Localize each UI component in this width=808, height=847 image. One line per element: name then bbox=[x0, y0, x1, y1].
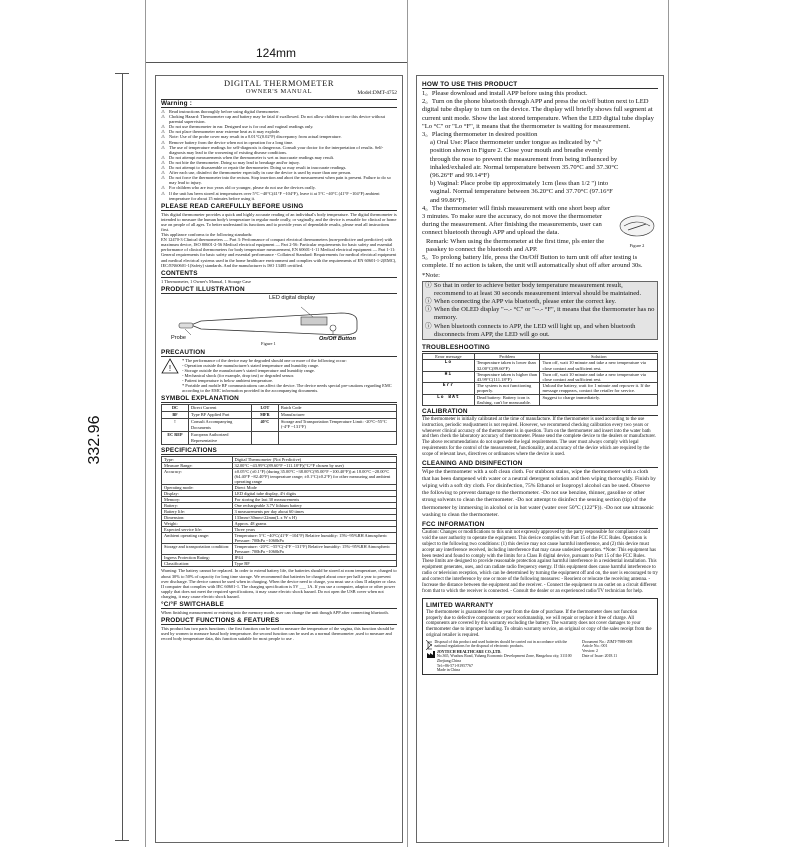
width-dimension-line bbox=[145, 62, 408, 63]
functions-heading: PRODUCT FUNCTIONS & FEATURES bbox=[161, 617, 397, 625]
precaution-item: - Operation outside the manufacturer's stated temperature and humidity range. bbox=[182, 362, 320, 368]
crop-line-right bbox=[668, 0, 669, 847]
trouble-problem: The system is not functioning properly. bbox=[474, 383, 540, 394]
standards-intro: This appliance conforms to the following standards: bbox=[161, 232, 253, 238]
note-item bbox=[423, 306, 657, 322]
symbol-row bbox=[162, 419, 397, 432]
trouble-row bbox=[423, 360, 658, 371]
precaution-item: * Portable and mobile RF communications can affect the device. The device needs special pre-cautions regarding EMC according to the EMC information provided in the accompanying documents. bbox=[182, 383, 392, 394]
howto-heading: HOW TO USE THIS PRODUCT bbox=[422, 81, 658, 89]
disposal-note: Disposal of this product and used batteries should be carried out in accordance with the national regulations for the disposal of electronic products. bbox=[434, 639, 568, 649]
symbol-label: Manufacturer bbox=[278, 412, 396, 419]
symbol-row bbox=[162, 412, 397, 419]
note-info-icon: ⓘ bbox=[425, 306, 432, 314]
symbol-icon bbox=[251, 432, 278, 445]
symbol-label: Batch Code bbox=[278, 405, 396, 412]
warning-text: The use of temperature readings for self-diagnosis is dangerous. Consult your doctor for the interpretation of results. Self-diagnosis may lead to the worsening of existing disease conditions. bbox=[169, 144, 384, 155]
crop-line-left bbox=[145, 0, 146, 847]
symbol-table bbox=[161, 404, 397, 445]
precaution-item: * The performance of the device may be degraded should one or more of the following occur: bbox=[182, 357, 347, 363]
height-tick-top bbox=[115, 73, 129, 74]
spec-value: IP44 bbox=[232, 555, 397, 561]
note-info-icon: ⓘ bbox=[425, 281, 432, 289]
trouble-error-code: Lo bbox=[423, 360, 475, 371]
warning-icon: ⚠ bbox=[161, 154, 165, 160]
height-dimension-line bbox=[122, 73, 123, 840]
document-version: Version: 2 bbox=[582, 649, 598, 654]
spec-row bbox=[162, 561, 397, 567]
note-item bbox=[423, 282, 657, 298]
spec-value: Approx. 48 grams bbox=[232, 521, 397, 527]
warning-text: Read instructions thoroughly before using digital thermometer. bbox=[169, 109, 280, 114]
warning-icon: ⚠ bbox=[161, 109, 165, 114]
warning-icon: ⚠ bbox=[161, 165, 165, 171]
calibration-body: The thermometer is initially calibrated at the time of manufacture. If the thermometer is used according to the use instruction, periodic readjustment is not required. However, we recommend checking calibration every two years or whenever clinical accuracy of the thermometer is in question. Turn on the thermometer and insert into the water bath and then check the laboratory accuracy of thermometer. Please send the complete device to the dealers or manufacturer. The above recommendations do not supersede the legal requirements. The user must always comply with legal requirements for the control of the measurement, functionality, and accuracy of the device which are required by the scope of relevant laws, directives or ordinances where the device is used. bbox=[422, 416, 656, 457]
contents-heading: CONTENTS bbox=[161, 270, 397, 278]
calibration-heading: CALIBRATION bbox=[422, 408, 658, 416]
trouble-solution: Suggest to charge immediately. bbox=[540, 394, 658, 405]
company-address: No.365, Wuzhou Road, Yuhang Economic Development Zone, Hangzhou city, 311100 Zhejiang,China bbox=[436, 654, 572, 664]
trouble-solution: Turn off, wait 10 minute and take a new temperature via close contact and sufficient rest. bbox=[540, 360, 658, 371]
warranty-heading: LIMITED WARRANTY bbox=[426, 601, 494, 609]
howto-step: 2。Turn on the phone bluetooth through APP and press the on/off button next to LED digital tube display to turn on the device. The display will briefly shows full segment at current unit mode. Show the last stored temperature. When the LED digital tube display "Lo °C" or "Lo °F", it means that the thermometer is waiting for measurement. bbox=[422, 98, 654, 130]
cleaning-body: Wipe the thermometer with a soft clean cloth. For stubborn stains, wipe the thermometer with a cloth that has been dampened with water or a neutral detergent solution and then wiping thoroughly. Finish by wiping with a soft dry cloth. For disinfection, 75% Ethanol or Isopropyl alcohol can be used. Observe the following to prevent damage to the thermometer. -Do not use benzine, thinner, gasoline or other strong solvents to clean the thermometer. -Do not attempt to disinfect the sensing section (tip) of the thermometer by immersing in alcohol or in hot water (water over 50°C (122°F)). -Do not use ultrasonic washing to clean the thermometer. bbox=[422, 468, 656, 518]
spec-label: Operating mode: bbox=[162, 485, 233, 491]
warning-icon: ⚠ bbox=[161, 134, 165, 140]
howto-step: a) Oral Use: Place thermometer under tongue as indicated by "√" position shown in Figure 2. Close your mouth and breathe evenly through the nose to prevent the measurement from being influenced by inhaled/exhaled air. Normal temperature between 35.70°C and 37.30°C (96.26°F and 99.14°F) bbox=[430, 139, 619, 180]
trouble-col-solution: Solution bbox=[540, 354, 658, 360]
spec-row bbox=[162, 544, 397, 555]
spec-label: Dimension: bbox=[162, 515, 233, 521]
note-text: So that in order to achieve better body temperature measurement result, recommend to at least 30 seconds measurement interval should be maintained. bbox=[434, 281, 642, 297]
warning-text: Note: Use of the probe cover may result in a 0.01°C(0.02°F) discrepancy from actual temperature. bbox=[169, 134, 342, 140]
spec-value: Temperature: -20°C ~55°C(-4°F ~131°F) Relative humidity: 15%~95%RH Atmospheric Pressure: 700hPa ~1060hPa bbox=[232, 544, 397, 555]
spec-label: Storage and transportation condition: bbox=[162, 544, 233, 555]
left-panel bbox=[155, 75, 403, 843]
document-number: Document No.: ZIMT-7988-008 bbox=[582, 639, 633, 644]
trouble-row bbox=[423, 371, 658, 382]
warning-item bbox=[161, 191, 397, 201]
spec-row bbox=[162, 533, 397, 544]
trouble-error-code: Lo BAt bbox=[423, 394, 475, 405]
switch-body: When finishing measurement or entering into the memory mode, user can change the unit though APP after connecting bluetooth. bbox=[161, 610, 389, 616]
right-panel bbox=[416, 75, 664, 843]
warning-icon: ⚠ bbox=[161, 114, 165, 120]
warning-list bbox=[161, 109, 397, 201]
trouble-col-problem: Problem bbox=[474, 354, 540, 360]
spec-value: Three years bbox=[232, 527, 397, 533]
spec-label: Measure Range: bbox=[162, 463, 233, 469]
symbol-label: Direct Current bbox=[189, 405, 252, 412]
warning-text: Do not force the thermometer into the rectum. Stop insertion and abort the measurement when pain is present. Failure to do so may lead to injury. bbox=[169, 175, 391, 186]
mouth-figure-drawing bbox=[618, 214, 656, 238]
howto-step: Remark: When using the thermometer at the first time, pls enter the passkey to connect the bluetooth and APP. bbox=[426, 237, 605, 253]
height-tick-bottom bbox=[115, 840, 129, 841]
precaution-item: - Storage outside the manufacturer's stated temperature and humidity range. bbox=[182, 368, 315, 373]
spec-table bbox=[161, 456, 397, 567]
trouble-solution: Turn off, wait 10 minute and take a new temperature via close contact and sufficient rest. bbox=[540, 371, 658, 382]
warning-text: If the unit has been stored at temperatures over 5°C ~40°C(41°F ~104°F), leave it at 5°C ~40°C (41°F ~104°F) ambient temperature for about 15 minutes before using it. bbox=[169, 190, 380, 201]
warning-triangle-icon bbox=[161, 358, 179, 374]
spec-value: 32.00°C ~43.99°C(89.60°F ~111.18°F)(°C/°F chosen by user) bbox=[232, 463, 397, 469]
spec-value: 133mm×30mm×22mm(L x W x H) bbox=[232, 515, 397, 521]
read-heading: PLEASE READ CAREFULLY BEFORE USING bbox=[161, 203, 397, 211]
spec-label: Memory: bbox=[162, 497, 233, 503]
fcc-heading: FCC INFORMATION bbox=[422, 521, 658, 529]
spec-value: Type BF bbox=[232, 561, 397, 567]
spec-label: Ambient operating range: bbox=[162, 533, 233, 544]
warning-icon: ⚠ bbox=[161, 159, 165, 165]
symbol-label: Consult Accompanying Documents bbox=[189, 419, 252, 432]
spec-label: Accuracy: bbox=[162, 469, 233, 485]
warning-text: Choking Hazard: Thermometer cap and battery may be fatal if swallowed. Do not allow children to use this device without parental supervision. bbox=[169, 114, 385, 125]
spec-label: Display: bbox=[162, 491, 233, 497]
issue-date: Date of Issue: 2018.11 bbox=[582, 653, 618, 658]
spec-heading: SPECIFICATIONS bbox=[161, 447, 397, 455]
company-tel: Tel:+86-571-81957767 bbox=[436, 663, 473, 668]
crop-line-center bbox=[407, 0, 408, 847]
thermometer-drawing bbox=[161, 295, 397, 347]
document-info bbox=[582, 640, 654, 673]
note-text: When connecting the APP via bluetooth, please enter the correct key. bbox=[434, 298, 617, 306]
height-label: 332.96 bbox=[86, 415, 103, 465]
spec-label: Expected service life: bbox=[162, 527, 233, 533]
trouble-heading: TROUBLESHOOTING bbox=[422, 344, 658, 352]
figure1-caption: Figure 1 bbox=[261, 340, 276, 346]
howto-step: 3。Placing thermometer in desired position bbox=[422, 131, 538, 139]
spec-label: Battery: bbox=[162, 503, 233, 509]
precaution-list bbox=[182, 358, 397, 394]
warranty-box bbox=[422, 598, 658, 675]
precaution-item: - Mechanical shock (for example, drop test) or degraded sensor. bbox=[182, 373, 295, 379]
symbol-label: Type BF Applied Part bbox=[189, 412, 252, 419]
company-block bbox=[437, 650, 578, 673]
switch-heading: °C/°F SWITCHABLE bbox=[161, 601, 397, 609]
warning-icon: ⚠ bbox=[161, 144, 165, 150]
standards-body: EN 12470-3 Clinical thermometers — Part 3: Performance of compact electrical thermometers (non-predictive and predictive) with maximum device, ISO 80601-2-56 Medical electrical equipment — Part 2-56: Particular requirements for basic safety and essential performance of clinical thermometers for body temperature measurement, EN 60601-1-11 Medical electrical equipment — Part 1-11: General requirements for basic safety and essential performance - Collateral Standard: Requirements for medical electrical equipment and medical electrical systems used in the home healthcare environment and complies with the requirements of EN 60601-1-2(EMC), IEC/EN60601-1(Safety) standards. And the manufacturer is ISO 13485 certified. bbox=[161, 237, 397, 268]
symbol-row bbox=[162, 405, 397, 412]
illus-button-label: On/Off Button bbox=[319, 335, 356, 342]
symbol-row bbox=[162, 432, 397, 445]
warning-icon: ⚠ bbox=[161, 139, 165, 145]
spec-value: One rechargeable 3.7V lithium battery bbox=[232, 503, 397, 509]
trouble-problem: Dead battery: Battery icon is flashing, can't be measurable. bbox=[474, 394, 540, 405]
warning-heading: Warning : bbox=[161, 99, 397, 108]
spec-label: Battery life: bbox=[162, 509, 233, 515]
howto-step: 4。The thermometer will finish measurement with one short beep after 3 minutes. To make sure the accuracy, do not move the thermometer during the measurement. After finishing the measurements, user can connect bluetooth through APP and upload the data. bbox=[422, 204, 611, 237]
manual-title: DIGITAL THERMOMETER bbox=[223, 79, 335, 88]
svg-text:!: ! bbox=[168, 363, 172, 373]
warning-item bbox=[161, 114, 397, 124]
spec-label: Ingress Protection Rating: bbox=[162, 555, 233, 561]
precaution-item: - Patient temperature is below ambient temperature. bbox=[182, 378, 274, 384]
symbol-icon: LOT bbox=[251, 405, 278, 412]
spec-value: Temperature: 5°C ~40°C(41°F ~104°F) Relative humidity: 15%~95%RH Atmospheric Pressure: 700hPa ~1060hPa bbox=[232, 533, 397, 544]
symbol-icon: MFR bbox=[251, 412, 278, 419]
warning-item bbox=[161, 175, 397, 185]
warning-icon: ⚠ bbox=[161, 129, 165, 135]
warning-item bbox=[161, 145, 397, 155]
trouble-problem: Temperature taken is higher than 43.99°C(111.18°F) bbox=[474, 371, 540, 382]
wheelie-bin-crossed-icon bbox=[426, 640, 432, 650]
spec-value: Direct Mode bbox=[232, 485, 397, 491]
symbol-label: European Authorized Representative bbox=[189, 432, 252, 445]
warning-text: Do not attempt to disassemble or repair the thermometer. Doing so may result in inaccurate readings. bbox=[169, 165, 347, 171]
made-in: Made in China bbox=[436, 668, 460, 673]
trouble-solution: Unload the battery, wait for 1 minute and repower it. If the message reappears, contact the retailer for service. bbox=[540, 383, 658, 394]
spec-row bbox=[162, 469, 397, 485]
warning-text: After each use, disinfect the thermometer especially in case the device is used by more than one person. bbox=[169, 170, 352, 176]
symbol-icon: EC REP bbox=[162, 432, 189, 445]
note-heading: *Note: bbox=[422, 272, 440, 280]
spec-value: For storing the last 30 measurements bbox=[232, 497, 397, 503]
note-item bbox=[423, 298, 657, 306]
warning-icon: ⚠ bbox=[161, 185, 165, 191]
manual-subtitle: OWNER'S MANUAL bbox=[245, 88, 313, 95]
spec-value: LED digital tube display, 4½ digits bbox=[232, 491, 397, 497]
warning-icon: ⚠ bbox=[161, 175, 165, 181]
note-text: When the OLED display "--.- °C" or "--.- °F", it means that the thermometer has no memory. bbox=[434, 306, 655, 322]
warning-text: Do not place thermometer near extreme heat as it may explode. bbox=[169, 129, 281, 135]
trouble-error-code: Err bbox=[423, 383, 475, 394]
model-number: Model:DMT-4752 bbox=[357, 90, 397, 96]
warning-text: For children who are two years old or younger, please do not use the devices orally. bbox=[169, 185, 316, 191]
spec-value: ±0.05°C (±0.1°F) (during 35.00°C ~38.00°C(95.00°F ~100.40°F)) at 18.00°C ~28.00°C (64.40°F ~82.40°F) temperature range; ±0.1°C(±0.2°F) for other measuring and ambient operating range bbox=[232, 469, 397, 485]
read-body: This digital thermometer provides a quick and highly accurate reading of an individual's body temperature. The digital thermometer is intended to measure the human body's temperature in regular mode orally, or vaginally, and the device is reusable for clinical or home use on people of all ages. To better understand its functions and to provide years of dependable results, please read all instructions first. bbox=[161, 211, 397, 232]
symbol-icon: DC bbox=[162, 405, 189, 412]
trouble-row bbox=[423, 383, 658, 394]
symbol-icon: ! bbox=[162, 419, 189, 432]
figure2-caption: Figure 2 bbox=[629, 243, 645, 248]
functions-body: This product has two parts functions : the first function can be used to measure the temperature of the vagina, this function should be used by women to measure basal body temperature. the second function can be used as a normal thermometer ,used to measure and record body temperature data, this function suitable for most people to use . bbox=[161, 626, 395, 642]
spec-label: Type: bbox=[162, 457, 233, 463]
howto-step: b) Vaginal: Place probe tip approximately 1cm (less than 1/2 ") into vaginal. Normal temperature between 36.20°C and 37.70°C (97.16°F and 99.86°F). bbox=[430, 180, 613, 204]
symbol-label: Storage and Transportation Temperature Limit: -20°C~55°C (-4°F ~131°F) bbox=[278, 419, 396, 432]
note-info-icon: ⓘ bbox=[425, 298, 432, 306]
symbol-label bbox=[278, 432, 396, 445]
contents-body: 1 Thermometer, 1 Owner's Manual, 1 Storage Case bbox=[161, 278, 251, 284]
trouble-error-code: Hi bbox=[423, 371, 475, 382]
symbol-heading: SYMBOL EXPLANATION bbox=[161, 395, 397, 403]
illus-led-label: LED digital display bbox=[269, 294, 316, 301]
note-list bbox=[422, 281, 658, 340]
warning-icon: ⚠ bbox=[161, 124, 165, 130]
illustration-heading: PRODUCT ILLUSTRATION bbox=[161, 286, 397, 294]
warning-icon: ⚠ bbox=[161, 170, 165, 176]
howto-step: 5。To prolong battery life, press the On/Off Button to turn unit off after testing is complete. If no action is taken, the unit will automatically shut off after around 30s. bbox=[422, 254, 643, 270]
trouble-row bbox=[423, 394, 658, 405]
note-text: When bluetooth connects to APP, the LED will light up, and when bluetooth disconnects from APP, the LED will go out. bbox=[434, 322, 636, 338]
fcc-body: Caution: Changes or modifications to this unit not expressly approved by the party responsible for compliance could void the user authority to operate the equipment. This device complies with Part 15 of the FCC Rules. Operation is subject to the following two conditions: (1) this device may not cause harmful interference, and (2) this device must accept any interference received, including interference that may cause undesired operation. *Note: This equipment has been tested and found to comply with the limits for a Class B digital device, pursuant to Part 15 of the FCC Rules. These limits are designed to provide reasonable protection against harmful interference in a residential installation. This equipment generates, uses, and can radiate radio frequency energy. If this equipment does cause harmful interference to radio or television reception, which can be determined by turning the equipment off and on, the user is encouraged to try and correct the interference by one or more of the following measures: - Reorient or relocate the receiving antenna. - Increase the distance between the equipment and the receiver. - Connect the equipment to an outlet on a circuit different from that to which the receiver is connected. - Consult the dealer or an experienced radio/TV technician for help. bbox=[422, 529, 658, 594]
warranty-body: The thermometer is guaranteed for one year from the date of purchase. If the thermometer does not function properly due to defective components or poor workmanship, we will repair or replace it free of charge. All components are covered by this warranty excluding the battery. The warranty does not cover damages to your thermometer due to improper handling. To obtain warranty service, an original or copy of the sales receipt from the original retailer is required. bbox=[426, 609, 652, 639]
cleaning-heading: CLEANING AND DISINFECTION bbox=[422, 460, 658, 468]
warning-icon: ⚠ bbox=[161, 190, 165, 196]
howto-step: 1。Please download and install APP before using this product. bbox=[422, 90, 588, 97]
warning-text: Do not bite the thermometer. Doing so may lead to breakage and/or injury. bbox=[169, 159, 300, 165]
article-number: Article No.: 001 bbox=[582, 644, 608, 649]
warning-text: Do not use thermometer in ear. Designed use is for oral and vaginal readings only. bbox=[169, 124, 314, 130]
spec-value: Digital Thermometer (Not Predictive) bbox=[232, 457, 397, 463]
symbol-icon: BF bbox=[162, 412, 189, 419]
note-item bbox=[423, 323, 657, 339]
manufacturer-icon bbox=[426, 650, 435, 659]
illus-probe-label: Probe bbox=[171, 334, 186, 341]
company-name: JOYTECH HEALTHCARE CO.,LTD. bbox=[436, 649, 502, 654]
spec-label: Classification: bbox=[162, 561, 233, 567]
trouble-problem: Temperature taken is lower than 32.00°C(89.60°F) bbox=[474, 360, 540, 371]
battery-warning: Warning: The battery cannot be replaced. In order to extend battery life, the batteries should be stored at room temperature, charged to about 30% to 50% of capacity for long time storage. We recommend that batteries be charged about once per half a year to prevent over discharge. The device cannot be used when in charging. When the device need to charge, you must use a class II adapter or class II computer that complies with IEC 60601-1. The charging specification is 5V ___ 1A. If you use a computer, adaptor or other power supply that does not meet the required specifications, it may cause electric shock hazard. Do not open the USB cover when not charging, it may cause electric shock hazard. bbox=[161, 568, 397, 599]
width-label: 124mm bbox=[255, 46, 296, 60]
warning-text: Do not attempt measurements when the thermometer is wet as inaccurate readings may result. bbox=[169, 154, 335, 160]
spec-label: Weight: bbox=[162, 521, 233, 527]
spec-value: 3 measurements per day about 60 times bbox=[232, 509, 397, 515]
trouble-col-error: Error message bbox=[423, 354, 475, 360]
figure2 bbox=[618, 214, 656, 248]
warning-text: Remove battery from the device when not in operation for a long time. bbox=[169, 139, 294, 145]
note-info-icon: ⓘ bbox=[425, 322, 432, 330]
troubleshooting-table bbox=[422, 353, 658, 406]
precaution-heading: PRECAUTION bbox=[161, 349, 397, 357]
symbol-icon: 40°C bbox=[251, 419, 278, 432]
product-illustration bbox=[161, 295, 397, 347]
